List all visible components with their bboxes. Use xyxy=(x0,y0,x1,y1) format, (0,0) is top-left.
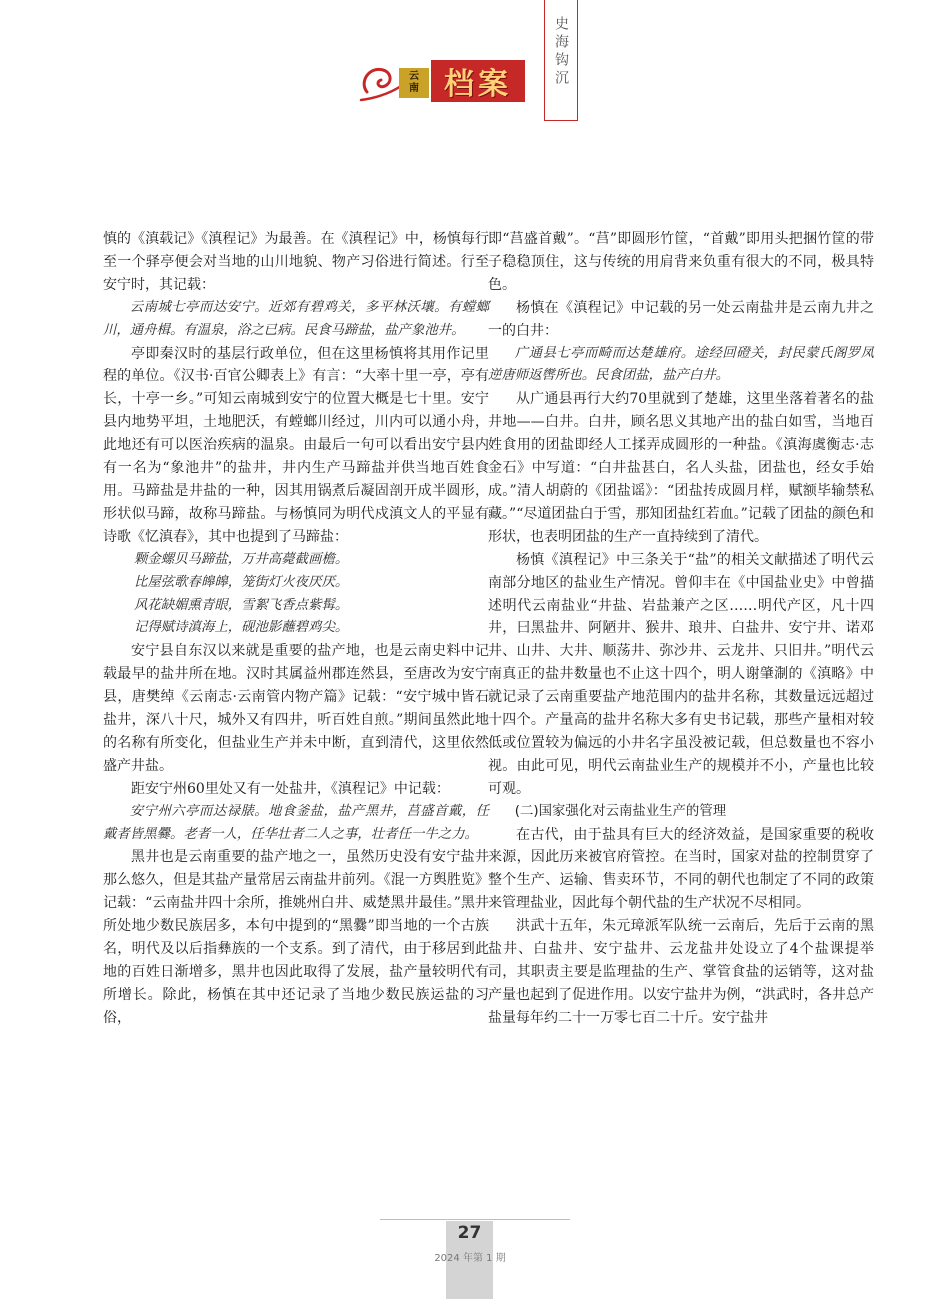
issue-label: 2024 年第 1 期 xyxy=(434,1253,506,1264)
poem-line: 风花缺媚熏青眼，雪絮飞香点紫髯。 xyxy=(134,597,349,613)
paragraph: 杨慎《滇程记》中三条关于“盐”的相关文献描述了明代云南部分地区的盐业生产情况。曾仰丰在《中国盐业史》中曾描述明代云南盐业“井盐、岩盐兼产之区……明代产区，凡十四井，曰黑盐井、阿陋井、猴井、琅井、白盐井、安宁井、诺邓井、山井、大井、顺荡井、弥沙井、云龙井、只旧井。”明代云南真正的盐井数量也不止这十四个，明人谢肇淛的《滇略》中就记录了云南重要盐产地范围内的盐井名称，其数量远远超过十四个。产量高的盐井名称大多有史书记载，那些产量相对较低或位置较为偏远的小井名字虽没被记载，但总数量也不容小视。由此可见，明代云南盐业生产的规模并不小，产量也比较可观。 xyxy=(488,551,874,797)
paragraph-continued: 慎的《滇载记》《滇程记》为最善。在《滇程记》中，杨慎每行至一个驿亭便会对当地的山川地貌、物产习俗进行简述。行至安宁时，其记载： xyxy=(103,231,489,293)
footer-rule xyxy=(380,1219,570,1220)
paragraph: 从广通县再行大约70里就到了楚雄，这里坐落着著名的盐井地——白井。白井，顾名思义其地产出的盐白如雪，当地百姓食用的团盐即经人工揉弄成圆形的一种盐。《滇海虞衡志·志金石》中写道：“白井盐甚白，名人头盐，团盐也，经女手始成。”清人胡蔚的《团盐谣》：“团盐抟成圆月样，赋额毕输禁私藏。”“尽道团盐白于雪，那知团盐红若血。”记载了团盐的颜色和形状，也表明团盐的生产一直持续到了清代。 xyxy=(488,391,874,545)
dangan-title: 档案 xyxy=(444,67,512,102)
paragraph: 杨慎在《滇程记》中记载的另一处云南盐井是云南九井之一的白井： xyxy=(488,299,874,339)
yunnan-char-1: 云 xyxy=(409,71,419,82)
paragraph-continued: 即“莒盛首戴”。“莒”即圆形竹筐，“首戴”即用头把捆竹筐的带子稳稳顶住，这与传统的用肩背来负重有很大的不同，极具特色。 xyxy=(488,231,874,293)
quotation: 云南城七亭而达安宁。近郊有碧鸡关，多平林沃壤。有螳螂川，通舟楫。有温泉，浴之已病。民食马蹄盐，盐产象池井。 xyxy=(103,299,489,338)
poem-line: 比屋弦歌春皞皞，笼街灯火夜厌厌。 xyxy=(134,574,349,590)
quotation: 安宁州六亭而达禄脿。地食釜盐，盐产黑井，莒盛首戴，任戴者皆黑爨。老者一人，任华壮者二人之事，壮者任一牛之力。 xyxy=(103,803,489,842)
paragraph: 亭即秦汉时的基层行政单位，但在这里杨慎将其用作记里程的单位。《汉书·百官公卿表上》有言：“大率十里一亭，亭有长，十亭一乡。”可知云南城到安宁的位置大概是七十里。安宁县内地势平坦，土地肥沃，有螳螂川经过，川内可以通小舟，此地还有可以医治疾病的温泉。由最后一句可以看出安宁县内有一名为“象池井”的盐井，井内生产马蹄盐并供当地百姓食用。马蹄盐是井盐的一种，因其用锅煮后凝固剖开成半圆形，形状似马蹄，故称马蹄盐。与杨慎同为明代戍滇文人的平显有诗歌《忆滇春》，其中也提到了马蹄盐： xyxy=(103,345,489,545)
poem-line: 颗金螺贝马蹄盐，万井高薨截画檐。 xyxy=(134,551,349,567)
paragraph: 距安宁州60里处又有一处盐井，《滇程记》中记载： xyxy=(131,780,450,797)
left-text-column xyxy=(103,228,489,1030)
paragraph: 在古代，由于盐具有巨大的经济效益，是国家重要的税收来源，因此历来被官府管控。在当时，国家对盐的控制贯穿了整个生产、运输、售卖环节，不同的朝代也制定了不同的政策来管理盐业，因此每个朝代盐的生产状况不尽相同。 xyxy=(488,826,874,912)
paragraph: 黑井也是云南重要的盐产地之一，虽然历史没有安宁盐井那么悠久，但是其盐产量常居云南盐井前列。《混一方舆胜览》记载：“云南盐井四十余所，推姚州白井、威楚黑井最佳。”黑井所处地少数民族居多，本句中提到的“黑爨”即当地的一个古族名，明代及以后指彝族的一个支系。到了清代，由于移居到此地的百姓日渐增多，黑井也因此取得了发展，盐产量较明代有所增长。除此，杨慎在其中还记录了当地少数民族运盐的习俗， xyxy=(103,849,489,1026)
page-number: 27 xyxy=(457,1223,482,1243)
column-name: 史海钩沉 xyxy=(553,16,569,88)
masthead-logo xyxy=(355,52,545,112)
paragraph: 安宁县自东汉以来就是重要的盐产地，也是云南史料中记载最早的盐井所在地。汉时其属益州郡连然县，至唐改为安宁县，唐樊绰《云南志·云南管内物产篇》记载：“安宁城中皆石盐井，深八十尺，城外又有四井，听百姓自煎。”期间虽然此地的名称有所变化，但盐业生产并未中断，直到清代，这里依然盛产井盐。 xyxy=(103,643,489,774)
paragraph: 洪武十五年，朱元璋派军队统一云南后，先后于云南的黑盐井、白盐井、安宁盐井、云龙盐井处设立了4个盐课提举司，其职责主要是监理盐的生产、掌管食盐的运销等，这对盐产量也起到了促进作用。以安宁盐井为例，“洪武时，各井总产盐量每年约二十一万零七百二十斤。安宁盐井 xyxy=(488,918,874,1026)
right-text-column xyxy=(488,228,874,1030)
column-tag xyxy=(544,0,578,121)
section-subheading: (二)国家强化对云南盐业生产的管理 xyxy=(514,803,727,819)
dangan-banner xyxy=(431,60,525,102)
quotation: 广通县七亭而畸而达楚雄府。途经回磴关，封民蒙氏阁罗凤逆唐师返辔所也。民食团盐，盐产白井。 xyxy=(488,345,874,384)
yunnan-label xyxy=(399,68,429,98)
yunnan-char-2: 南 xyxy=(409,83,419,94)
poem-line: 记得赋诗滇海上，砚池影蘸碧鸡尖。 xyxy=(134,620,349,636)
